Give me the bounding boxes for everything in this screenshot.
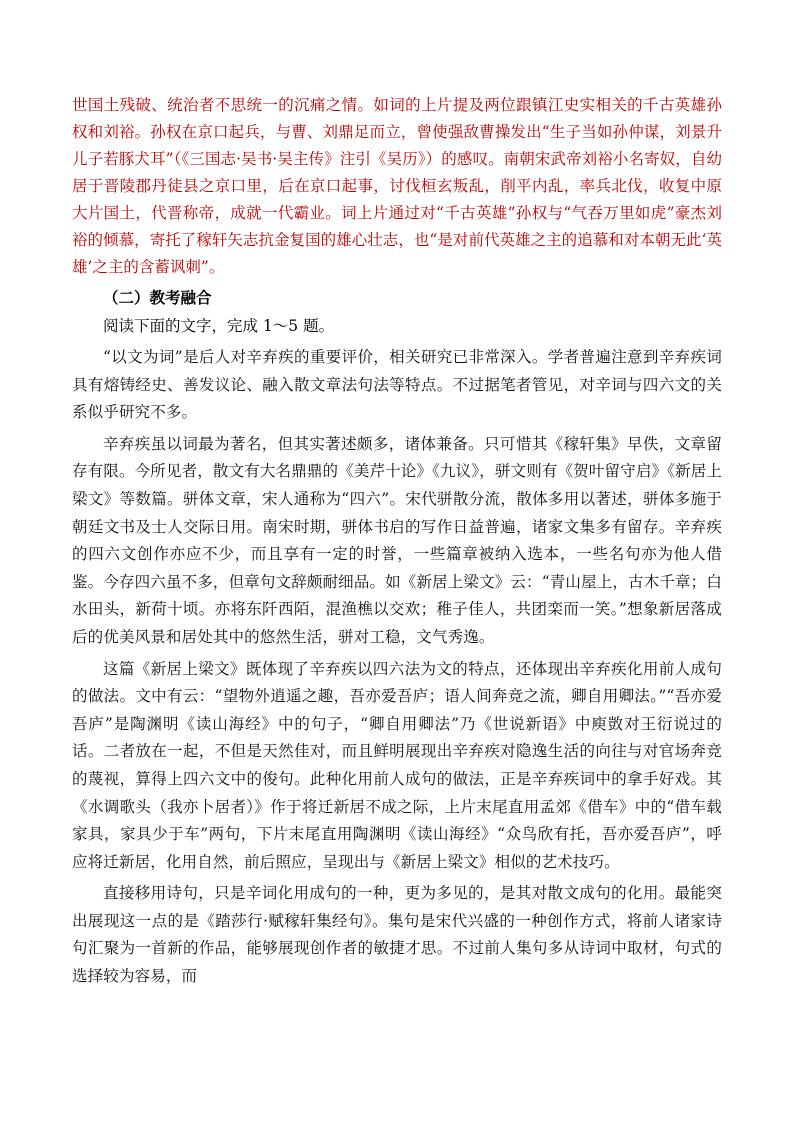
- passage-paragraph-3: 这篇《新居上梁文》既体现了辛弃疾以四六法为文的特点，还体现出辛弃疾化用前人成句的做法。文中有云：“望物外逍遥之趣，吾亦爱吾庐；语人间奔竞之流，卿自用卿法。”“吾亦爱吾庐”是陶渊明《读山海经》中的句子，“卿自用卿法”乃《世说新语》中庾敳对王衍说过的话。二者放在一起，不但是天然佳对，而且鲜明展现出辛弃疾对隐逸生活的向往与对官场奔竞的蔑视，算得上四六文中的俊句。此种化用前人成句的做法，正是辛弃疾词中的拿手好戏。其《水调歌头（我亦卜居者）》作于将迁新居不成之际，上片末尾直用孟郊《借车》中的“借车载家具，家具少于车”两句，下片末尾直用陶渊明《读山海经》“众鸟欣有托，吾亦爱吾庐”，呼应将迁新居，化用自然，前后照应，呈现出与《新居上梁文》相似的艺术技巧。: [72, 659, 722, 871]
- reading-instruction: 阅读下面的文字，完成 1～5 题。: [103, 317, 335, 335]
- passage-paragraph-2: 辛弃疾虽以词最为著名，但其实著述颇多，诸体兼备。只可惜其《稼轩集》早佚，文章留存有限。今所见者，散文有大名鼎鼎的《美芹十论》《九议》，骈文则有《贺叶留守启》《新居上梁文》等数篇。骈体文章，宋人通称为“四六”。宋代骈散分流，散体多用以著述，骈体多施于朝廷文书及士人交际日用。南宋时期，骈体书启的写作日益普遍，诸家文集多有留存。辛弃疾的四六文创作亦应不少，而且享有一定的时誉，一些篇章被纳入选本，一些名句亦为他人借鉴。今存四六虽不多，但章句文辞颇耐细品。如《新居上梁文》云：“青山屋上，古木千章；白水田头，新荷十顷。亦将东阡西陌，混渔樵以交欢；稚子佳人，共团栾而一笑。”想象新居落成后的优美风景和居处其中的悠然生活，骈对工稳，文气秀逸。: [72, 434, 722, 646]
- document-page: [72, 92, 722, 991]
- analysis-paragraph: 世国土残破、统治者不思统一的沉痛之情。如词的上片提及两位跟镇江史实相关的千古英雄孙权和刘裕。孙权在京口起兵，与曹、刘鼎足而立，曾使强敌曹操发出“生子当如孙仲谋，刘景升儿子若豚犬耳”（《三国志·吴书·吴主传》注引《吴历》）的感叹。南朝宋武帝刘裕小名寄奴，自幼居于晋陵郡丹徒县之京口里，后在京口起事，讨伐桓玄叛乱，削平内乱，率兵北伐，收复中原大片国土，代晋称帝，成就一代霸业。词上片通过对“千古英雄”孙权与“气吞万里如虎”豪杰刘裕的倾慕，寄托了稼轩矢志抗金复国的雄心壮志，也“是对前代英雄之主的追慕和对本朝无此‘英雄’之主的含蓄讽刺”。: [72, 96, 722, 276]
- passage-paragraph-4: 直接移用诗句，只是辛词化用成句的一种，更为多见的，是其对散文成句的化用。最能突出展现这一点的是《踏莎行·赋稼轩集经句》。集句是宋代兴盛的一种创作方式，将前人诸家诗句汇聚为一首新的作品，能够展现创作者的敏捷才思。不过前人集句多从诗词中取材，句式的选择较为容易，而: [72, 884, 722, 986]
- section-heading: （二）教考融合: [103, 288, 212, 307]
- passage-paragraph-1: “以文为词”是后人对辛弃疾的重要评价，相关研究已非常深入。学者普遍注意到辛弃疾词具有熔铸经史、善发议论、融入散文章法句法等特点。不过据笔者管见，对辛词与四六文的关系似乎研究不多。: [72, 348, 722, 422]
